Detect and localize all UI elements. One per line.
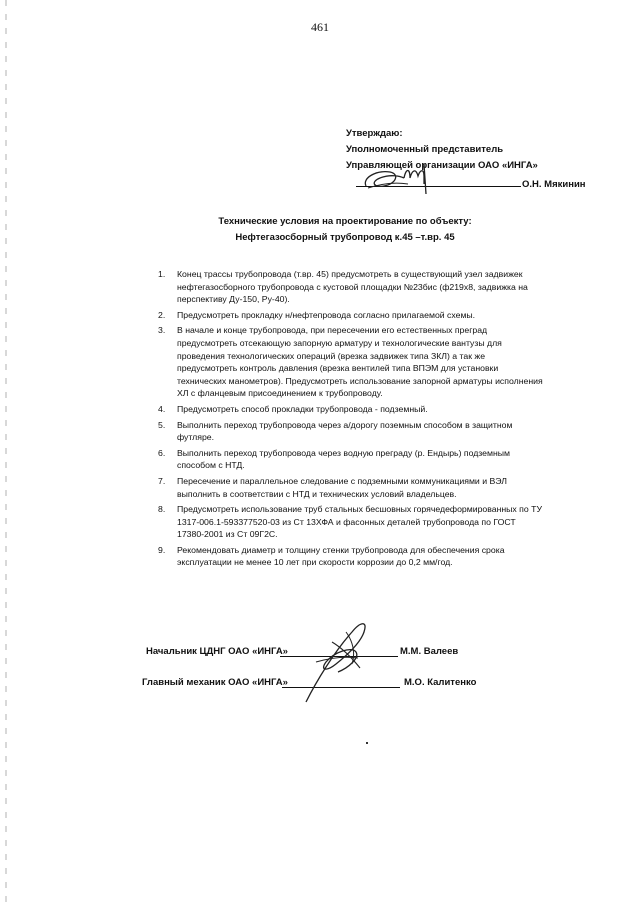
condition-number: 6. xyxy=(158,447,166,458)
chief-name: М.М. Валеев xyxy=(400,646,459,657)
condition-item xyxy=(158,403,543,416)
condition-number: 4. xyxy=(158,403,166,414)
conditions-list xyxy=(158,268,543,572)
condition-text: Пересечение и параллельное следование с подземными коммуникациями и ВЭЛ выполнить в соответствии с НТД и технических условий владельцев. xyxy=(177,475,507,499)
condition-item xyxy=(158,447,543,472)
condition-text: Рекомендовать диаметр и толщину стенки трубопровода для обеспечения срока эксплуатации не менее 10 лет при скорости коррозии до 0,2 мм/год. xyxy=(177,544,505,568)
mechanic-title: Главный механик ОАО «ИНГА» xyxy=(142,677,288,688)
approval-signatory: О.Н. Мякинин xyxy=(522,179,586,190)
condition-text: В начале и конце трубопровода, при пересечении его естественных преград предусмотреть отсекающую запорную арматуру и технологические вантузы для проведения технологических операций (врезка задвижек типа ЗКЛ) а так же предусмотреть контроль давления (врезка вентилей типа ВПЭМ для установки технических манометров). Предусмотреть использование запорной арматуры исполнения ХЛ с фланцевым присоединением к трубопроводу. xyxy=(177,325,543,399)
condition-item xyxy=(158,544,543,569)
stray-mark xyxy=(366,742,368,744)
condition-number: 9. xyxy=(158,544,166,555)
handwritten-signature-approval xyxy=(360,160,440,200)
heading-line1: Технические условия на проектирование по объекту: xyxy=(218,216,472,227)
approval-line2: Управляющей организации ОАО «ИНГА» xyxy=(346,160,538,171)
condition-number: 3. xyxy=(158,325,166,336)
condition-text: Предусмотреть прокладку н/нефтепровода согласно прилагаемой схемы. xyxy=(177,309,476,320)
condition-text: Предусмотреть способ прокладки трубопровода - подземный. xyxy=(177,403,428,414)
document-heading xyxy=(150,214,540,246)
condition-text: Конец трассы трубопровода (т.вр. 45) предусмотреть в существующий узел задвижек нефтегазосборного трубопровода с кустовой площадки №23бис (ф219х8, задвижка на перспективу Ду-150, Ру-40). xyxy=(177,269,528,305)
condition-item xyxy=(158,268,543,306)
chief-title: Начальник ЦДНГ ОАО «ИНГА» xyxy=(146,646,288,657)
condition-number: 2. xyxy=(158,309,166,320)
condition-text: Выполнить переход трубопровода через водную преграду (р. Ендырь) подземным способом с НТД. xyxy=(177,447,510,471)
condition-item xyxy=(158,419,543,444)
heading-line2: Нефтегазосборный трубопровод к.45 –т.вр. 45 xyxy=(235,232,455,243)
condition-text: Предусмотреть использование труб стальных бесшовных горячедеформированных по ТУ 1317-006.1-593377520-03 из Ст 13ХФА и фасонных деталей трубопровода по ГОСТ 17380-2001 из Ст 09Г2С. xyxy=(177,504,542,540)
condition-text: Выполнить переход трубопровода через а/дорогу поземным способом в защитном футляре. xyxy=(177,419,513,443)
condition-item xyxy=(158,309,543,322)
condition-number: 8. xyxy=(158,504,166,515)
page-number: 461 xyxy=(311,20,329,34)
approval-title: Утверждаю: xyxy=(346,128,403,139)
mechanic-name: М.О. Калитенко xyxy=(404,677,477,688)
condition-item xyxy=(158,503,543,541)
condition-number: 1. xyxy=(158,269,166,279)
condition-number: 7. xyxy=(158,475,166,486)
condition-item xyxy=(158,475,543,500)
condition-item xyxy=(158,324,543,400)
condition-number: 5. xyxy=(158,419,166,430)
scan-edge xyxy=(5,0,7,905)
approval-line1: Уполномоченный представитель xyxy=(346,144,504,155)
handwritten-signature-bottom xyxy=(286,612,396,708)
